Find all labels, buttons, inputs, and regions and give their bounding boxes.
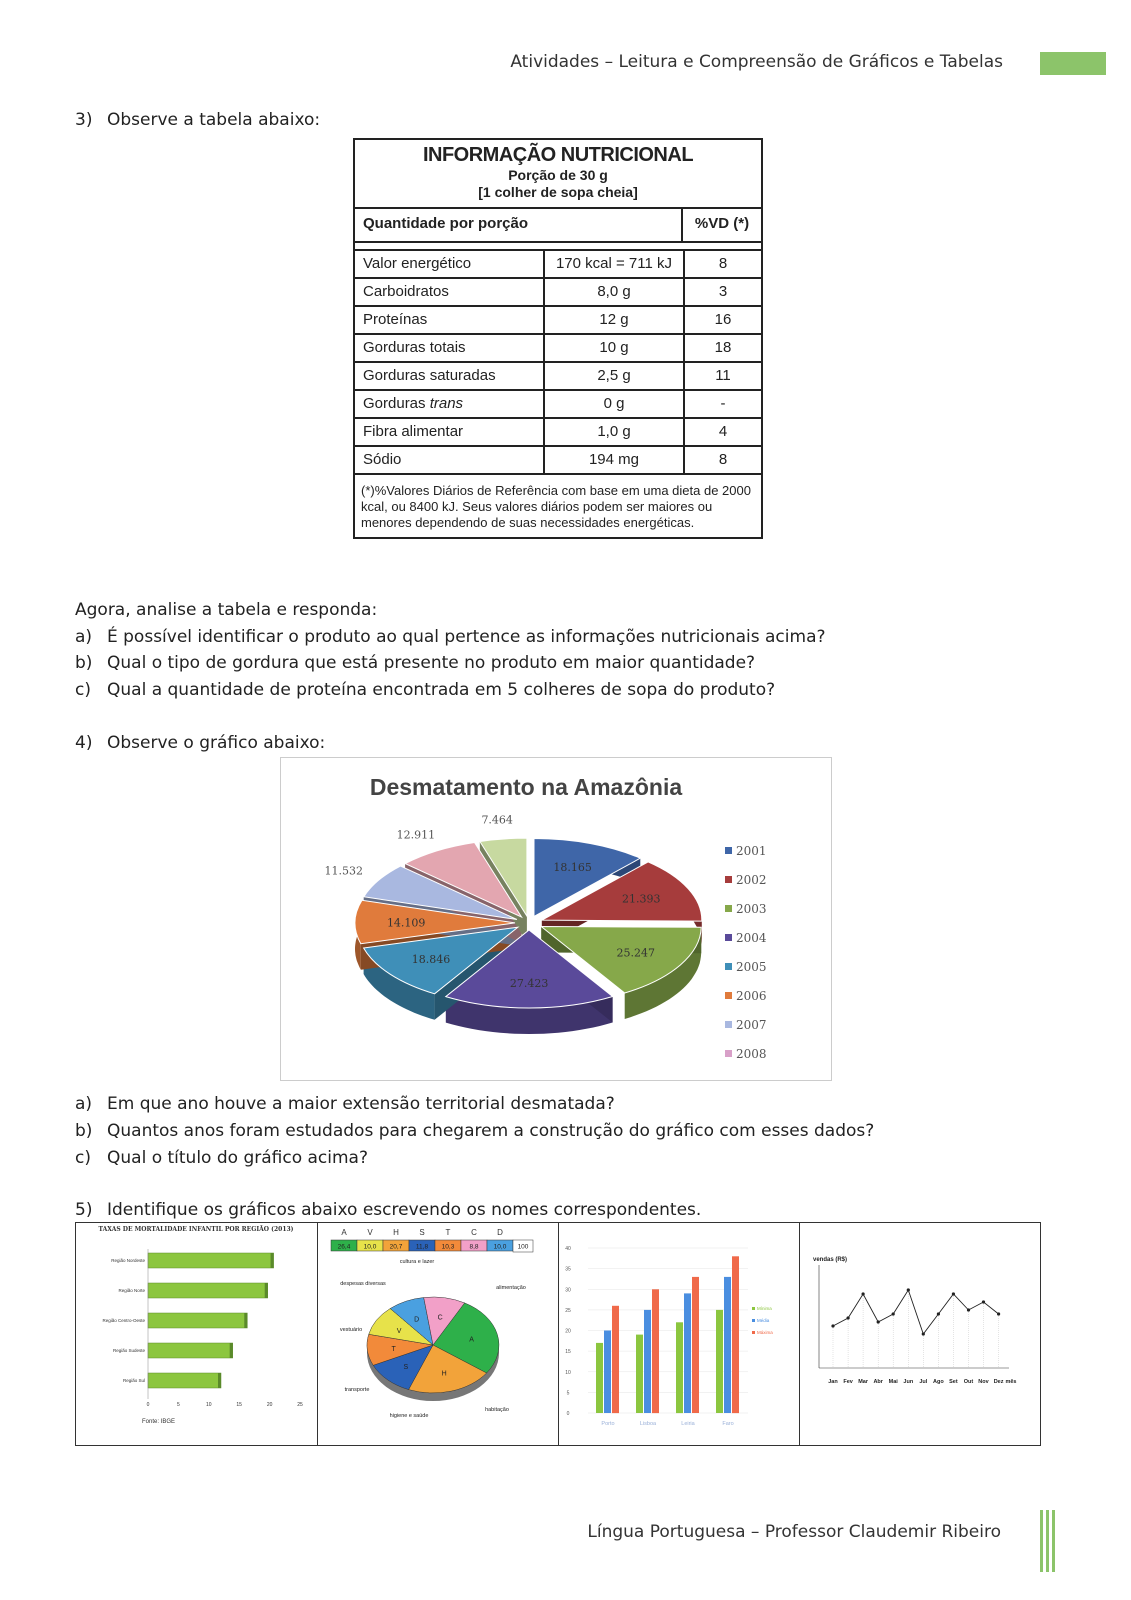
item-text: Em que ano houve a maior extensão territorial desmatada? (107, 1094, 615, 1114)
g4-month-label: Jul (919, 1379, 928, 1385)
g2-value: 10,0 (363, 1243, 377, 1251)
pie-data-label: 21.393 (622, 892, 661, 906)
row-name: Gorduras totais (363, 339, 466, 356)
legend-label: 2004 (736, 930, 767, 945)
g2-total: 100 (517, 1243, 529, 1251)
g4-month-label: Jun (903, 1379, 914, 1385)
row-name: Valor energético (363, 255, 472, 272)
g1-bar-end (271, 1253, 274, 1268)
g2-slice-letter: C (437, 1314, 443, 1322)
item-text: Qual o título do gráfico acima? (107, 1148, 369, 1168)
g1-bar-end (230, 1343, 233, 1358)
g4-month-label: Fev (843, 1379, 853, 1385)
g2-slice-letter: A (469, 1336, 474, 1344)
g2-label-habitacao: habitação (485, 1407, 509, 1413)
q4-item-b (75, 1121, 874, 1141)
g3-y-tick: 20 (565, 1328, 571, 1335)
g2-letter: D (497, 1228, 503, 1237)
legend-swatch (725, 934, 732, 941)
g3-y-tick: 5 (566, 1390, 570, 1397)
g2-letter: T (445, 1228, 451, 1237)
item-text: Qual a quantidade de proteína encontrada em 5 colheres de sopa do produto? (107, 680, 776, 700)
row-name-main: Gorduras (363, 395, 430, 412)
g3-legend-label: Máxima (757, 1330, 773, 1335)
item-letter: b) (75, 1121, 93, 1141)
header-accent-bar (1040, 52, 1106, 75)
footer-accent-bars (1038, 1510, 1058, 1572)
g2-letter: S (419, 1228, 425, 1237)
item-letter: a) (75, 627, 93, 647)
g1-bar (148, 1313, 247, 1328)
table-row (355, 277, 761, 305)
row-name: Gorduras saturadas (363, 367, 496, 384)
g4-ylabel: vendas (R$) (813, 1257, 848, 1263)
legend-item (725, 894, 767, 923)
g4-month-label: Ago (933, 1379, 944, 1385)
g3-legend-swatch (752, 1331, 755, 1334)
question-prompt: Identifique os gráficos abaixo escrevendo os nomes correspondentes. (107, 1200, 702, 1220)
g3-y-tick: 15 (565, 1349, 571, 1356)
g1-bar (148, 1283, 268, 1298)
g3-y-tick: 35 (565, 1266, 571, 1273)
g1-tick: 15 (236, 1402, 242, 1408)
g4-month-label: Mar (858, 1379, 868, 1385)
col-quantity: Quantidade por porção (363, 215, 529, 232)
graph-line (799, 1223, 1040, 1445)
table-row (355, 389, 761, 417)
g4-svg (799, 1223, 1040, 1445)
g3-legend-label: Média (757, 1318, 770, 1323)
g2-slice-letter: S (403, 1363, 409, 1371)
g2-value: 10,0 (493, 1243, 507, 1251)
g1-region-label: Região Sul (122, 1378, 145, 1383)
chart-legend (725, 836, 767, 1068)
legend-label: 2007 (736, 1017, 767, 1032)
g4-month-label: Out (963, 1379, 974, 1385)
question-number: 3) (75, 110, 93, 130)
g3-bar (684, 1293, 691, 1413)
g1-bar (148, 1253, 274, 1268)
legend-item (725, 923, 767, 952)
row-qty: 10 g (543, 335, 683, 361)
row-vd: 11 (683, 363, 761, 389)
legend-swatch (725, 905, 732, 912)
g4-xlabel: mês (1005, 1379, 1017, 1385)
g1-bar-end (265, 1283, 268, 1298)
table-row (355, 249, 761, 277)
legend-item (725, 1010, 767, 1039)
question-4 (75, 733, 325, 753)
g2-slice-letter: T (391, 1346, 396, 1353)
table-row (355, 361, 761, 389)
g2-svg (317, 1223, 558, 1445)
g4-month-label: Abr (873, 1379, 883, 1385)
table-row (355, 445, 761, 473)
g1-title: TAXAS DE MORTALIDADE INFANTIL POR REGIÃO (2013) (98, 1226, 294, 1233)
legend-swatch (725, 847, 732, 854)
g4-month-label: Mai (888, 1379, 898, 1385)
row-qty: 0 g (543, 391, 683, 417)
table-row (355, 333, 761, 361)
row-vd: 16 (683, 307, 761, 333)
question-prompt: Observe a tabela abaixo: (107, 110, 321, 130)
row-vd: 3 (683, 279, 761, 305)
row-qty: 194 mg (543, 447, 683, 473)
row-name: Proteínas (363, 311, 428, 328)
question-number: 5) (75, 1200, 93, 1220)
legend-label: 2001 (736, 843, 767, 858)
legend-swatch (725, 963, 732, 970)
nutrition-spoon: [1 colher de sopa cheia] (478, 184, 638, 200)
g2-letter: H (393, 1228, 399, 1237)
legend-item (725, 865, 767, 894)
g2-label-alimentacao: alimentação (496, 1285, 526, 1291)
row-qty: 8,0 g (543, 279, 683, 305)
pie-data-label: 7.464 (481, 813, 513, 827)
page-header-title: Atividades – Leitura e Compreensão de Gráficos e Tabelas (510, 52, 1003, 72)
g3-bar (676, 1322, 683, 1413)
item-text: Qual o tipo de gordura que está presente no produto em maior quantidade? (107, 653, 756, 673)
g4-month-label: Set (949, 1379, 958, 1385)
g1-tick: 10 (206, 1402, 212, 1408)
legend-swatch (725, 876, 732, 883)
g1-region-label: Região Nordeste (111, 1258, 145, 1263)
row-qty: 2,5 g (543, 363, 683, 389)
row-name-italic: trans (429, 395, 464, 412)
graph-strip (75, 1222, 1041, 1446)
g1-svg (76, 1223, 317, 1445)
g3-bar (636, 1335, 643, 1413)
g1-tick: 0 (146, 1402, 150, 1408)
question-number: 4) (75, 733, 93, 753)
q3-item-a (75, 627, 826, 647)
legend-item (725, 952, 767, 981)
g1-source: Fonte: IBGE (142, 1419, 176, 1425)
g2-label-higiene: higiene e saúde (389, 1413, 429, 1419)
nutrition-header (355, 140, 761, 209)
item-letter: c) (75, 680, 91, 700)
row-name (355, 391, 543, 417)
g3-category: Leiria (681, 1421, 695, 1427)
g3-bar (692, 1277, 699, 1413)
g2-letter: C (471, 1228, 477, 1237)
item-letter: c) (75, 1148, 91, 1168)
row-name: Carboidratos (363, 283, 449, 300)
legend-item (725, 1039, 767, 1068)
pie-data-label: 12.911 (396, 828, 436, 842)
question-5 (75, 1200, 701, 1220)
g3-category: Lisboa (639, 1421, 657, 1427)
g2-slice-letter: V (396, 1328, 402, 1336)
g3-y-tick: 40 (565, 1246, 571, 1252)
g3-bar (612, 1306, 619, 1413)
legend-label: 2006 (736, 988, 767, 1003)
q4-item-c (75, 1148, 368, 1168)
nutrition-table (353, 138, 763, 539)
g3-y-tick: 30 (565, 1287, 571, 1294)
g1-bar (148, 1373, 221, 1388)
g1-bar-end (218, 1373, 221, 1388)
g3-legend-label: Mínima (757, 1306, 772, 1311)
legend-label: 2005 (736, 959, 767, 974)
nutrition-footnote: (*)%Valores Diários de Referência com base em uma dieta de 2000 kcal, ou 8400 kJ. Seus valores diários podem ser maiores ou menores dependendo de suas necessidades energéticas. (361, 483, 751, 530)
g2-letter: V (367, 1228, 373, 1237)
table-row (355, 305, 761, 333)
nutrition-portion: Porção de 30 g (508, 167, 608, 183)
nutrition-title: INFORMAÇÃO NUTRICIONAL (422, 144, 694, 166)
g2-value: 26,4 (337, 1243, 351, 1251)
row-name: Sódio (363, 451, 402, 468)
nutrition-rows (355, 243, 761, 475)
row-qty: 12 g (543, 307, 683, 333)
legend-swatch (725, 992, 732, 999)
g1-tick: 20 (266, 1402, 273, 1408)
g3-legend-swatch (752, 1319, 755, 1322)
g3-bar (716, 1310, 723, 1413)
row-vd: - (683, 391, 761, 417)
pie-data-label: 18.165 (553, 860, 592, 874)
g1-tick: 5 (177, 1402, 180, 1408)
row-vd: 18 (683, 335, 761, 361)
g2-value: 8,8 (469, 1243, 479, 1251)
graph-horizontal-bar (76, 1223, 318, 1445)
g4-month-label: Jan (828, 1379, 838, 1385)
g2-label-transporte: transporte (344, 1387, 370, 1393)
g2-value: 20,7 (389, 1243, 403, 1251)
deforestation-pie-chart (280, 757, 832, 1081)
legend-item (725, 836, 767, 865)
col-vd: %VD (*) (681, 209, 761, 241)
row-vd: 8 (683, 251, 761, 277)
g3-bar (724, 1277, 731, 1413)
graph-pie-budget (317, 1223, 559, 1445)
question-3 (75, 110, 320, 130)
g3-y-tick: 10 (565, 1369, 571, 1376)
chart-title: Desmatamento na Amazônia (369, 774, 683, 800)
legend-label: 2008 (736, 1046, 767, 1061)
g2-slice-letter: H (441, 1370, 447, 1378)
g4-month-label: Nov (978, 1379, 989, 1385)
g3-bar (644, 1310, 651, 1413)
g4-line (833, 1290, 999, 1334)
q3-intro: Agora, analise a tabela e responda: (75, 600, 378, 620)
g1-region-label: Região Centro-Oeste (102, 1318, 145, 1323)
pie-data-label: 18.846 (411, 953, 451, 967)
g4-month-label: Dez (993, 1379, 1004, 1385)
item-letter: a) (75, 1094, 93, 1114)
g2-label-despesas: despesas diversas (340, 1281, 386, 1287)
g3-bar (652, 1289, 659, 1413)
page-footer: Língua Portuguesa – Professor Claudemir Ribeiro (587, 1522, 1001, 1542)
pie-data-label: 11.532 (324, 864, 364, 878)
g1-bar-end (244, 1313, 247, 1328)
g3-y-tick: 0 (566, 1411, 570, 1417)
g2-label-vestuario: vestuário (339, 1327, 363, 1333)
g2-label-cultura: cultura e lazer (399, 1259, 435, 1265)
g3-bar (732, 1256, 739, 1413)
g1-region-label: Região Sudeste (112, 1348, 145, 1353)
g3-category: Faro (722, 1421, 734, 1427)
row-qty: 1,0 g (543, 419, 683, 445)
q3-item-b (75, 653, 755, 673)
legend-item (725, 981, 767, 1010)
row-qty: 170 kcal = 711 kJ (543, 251, 683, 277)
legend-label: 2002 (736, 872, 767, 887)
g2-value: 10,3 (441, 1243, 455, 1251)
row-vd: 8 (683, 447, 761, 473)
pie-data-label: 25.247 (616, 946, 656, 960)
row-vd: 4 (683, 419, 761, 445)
item-text: Quantos anos foram estudados para chegarem a construção do gráfico com esses dados? (107, 1121, 875, 1141)
g2-slice-letter: D (414, 1316, 420, 1324)
row-name: Fibra alimentar (363, 423, 464, 440)
g1-region-label: Região Norte (118, 1288, 145, 1293)
g3-legend-swatch (752, 1307, 755, 1310)
legend-label: 2003 (736, 901, 767, 916)
legend-swatch (725, 1021, 732, 1028)
item-text: É possível identificar o produto ao qual pertence as informações nutricionais acima? (107, 627, 826, 647)
g3-bar (596, 1343, 603, 1413)
question-prompt: Observe o gráfico abaixo: (107, 733, 326, 753)
item-letter: b) (75, 653, 93, 673)
g3-category: Porto (601, 1421, 615, 1427)
g2-value: 11,8 (415, 1243, 429, 1251)
q4-item-a (75, 1094, 615, 1114)
q3-item-c (75, 680, 775, 700)
g3-svg (558, 1223, 799, 1445)
g3-y-tick: 25 (565, 1307, 571, 1314)
legend-swatch (725, 1050, 732, 1057)
pie-data-label: 14.109 (386, 916, 426, 930)
nutrition-column-headers (355, 209, 761, 243)
g1-bar (148, 1343, 233, 1358)
g1-tick: 25 (297, 1402, 303, 1408)
pie-data-label: 27.423 (509, 977, 549, 990)
g2-letter: A (341, 1228, 347, 1237)
table-row (355, 417, 761, 445)
g3-bar (604, 1331, 611, 1414)
graph-column-bars (558, 1223, 800, 1445)
